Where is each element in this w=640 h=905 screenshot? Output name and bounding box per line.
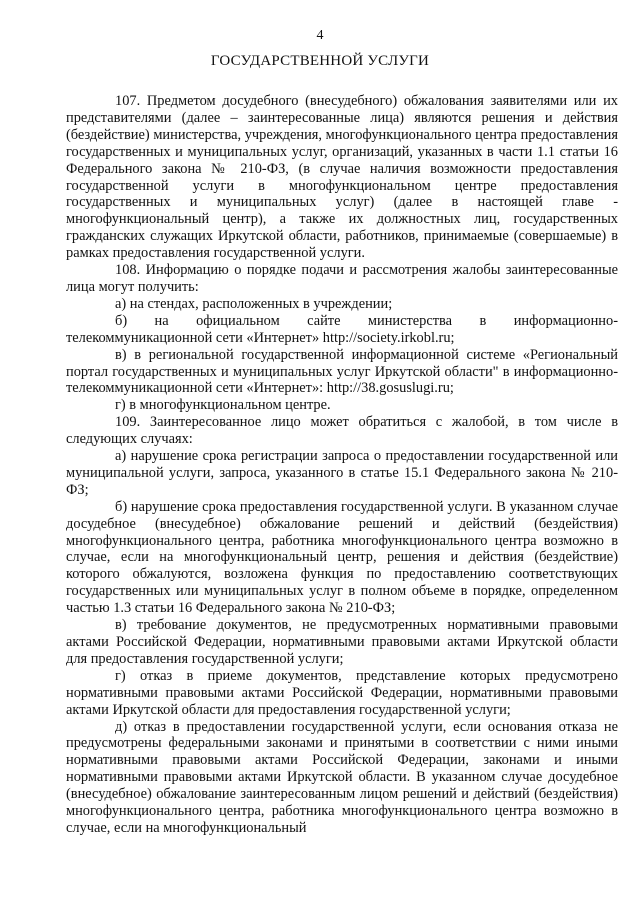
paragraph-109-a: а) нарушение срока регистрации запроса о предоставлении государственной или муниципальной услуги, запроса, указанного в статье 15.1 Федерального закона № 210-ФЗ; — [66, 448, 618, 498]
paragraph-108-a: а) на стендах, расположенных в учреждении; — [115, 295, 393, 312]
paragraph-109-b: б) нарушение срока предоставления государственной услуги. В указанном случае досудебное (внесудебное) обжалование решений и действий (бездействия) многофункционального центра, работника многофункционального центра возможно в случае, если на многофункциональный центр, решения и действия (бездействие) которого обжалуются, возложена функция по предоставлению соответствующих государственных или муниципальных услуг в полном объеме в порядке, определенном частью 1.3 статьи 16 Федерального закона № 210-ФЗ; — [66, 498, 618, 617]
paragraph-109-d: д) отказ в предоставлении государственной услуги, если основания отказа не предусмотрены федеральными законами и принятыми в соответствии с ними иными нормативными правовыми актами Российской Федерации, законами и иными нормативными правовыми актами Иркутской области. В указанном случае досудебное (внесудебное) обжалование заинтересованным лицом решений и действий (бездействия) многофункционального центра, работника многофункционального центра возможно в случае, если на многофункциональный — [66, 718, 618, 836]
paragraph-107: 107. Предметом досудебного (внесудебного) обжалования заявителями или их представителями (далее – заинтересованные лица) являются решения и действия (бездействие) министерства, учреждения, многофункционального центра предоставления государственных и муниципальных услуг, организаций, указанных в части 1.1 статьи 16 Федерального закона № 210-ФЗ, (в случае наличия возможности предоставления государственной услуги в многофункциональном центре предоставления государственных и муниципальных услуг) (далее в настоящей главе - многофункциональный центр), а также их должностных лиц, государственных гражданских служащих Иркутской области, работников, принимаемые (совершаемые) в рамках предоставления государственной услуги. — [66, 93, 618, 262]
paragraph-108-b: б) на официальном сайте министерства в информационно-телекоммуникационной сети «Интернет» http://society.irkobl.ru; — [66, 312, 618, 346]
paragraph-109: 109. Заинтересованное лицо может обратиться с жалобой, в том числе в следующих случаях: — [66, 414, 618, 448]
paragraph-108-g: г) в многофункциональном центре. — [115, 397, 331, 414]
paragraph-108-v: в) в региональной государственной информационной системе «Региональный портал государственных и муниципальных услуг Иркутской области" в информационно-телекоммуникационной сети «Интернет»: http://38.gosuslugi.ru; — [66, 346, 618, 397]
section-heading: ГОСУДАРСТВЕННОЙ УСЛУГИ — [210, 53, 430, 69]
paragraph-108: 108. Информацию о порядке подачи и рассмотрения жалобы заинтересованные лица могут получить: — [66, 262, 618, 295]
document-body — [66, 93, 618, 837]
paragraph-109-g: г) отказ в приеме документов, представление которых предусмотрено нормативными правовыми актами Российской Федерации, нормативными правовыми актами Иркутской области для предоставления государственной услуги; — [66, 667, 618, 718]
page-number: 4 — [316, 28, 324, 43]
paragraph-109-v: в) требование документов, не предусмотренных нормативными правовыми актами Российской Федерации, нормативными правовыми актами Иркутской области для предоставления государственной услуги; — [66, 617, 618, 667]
